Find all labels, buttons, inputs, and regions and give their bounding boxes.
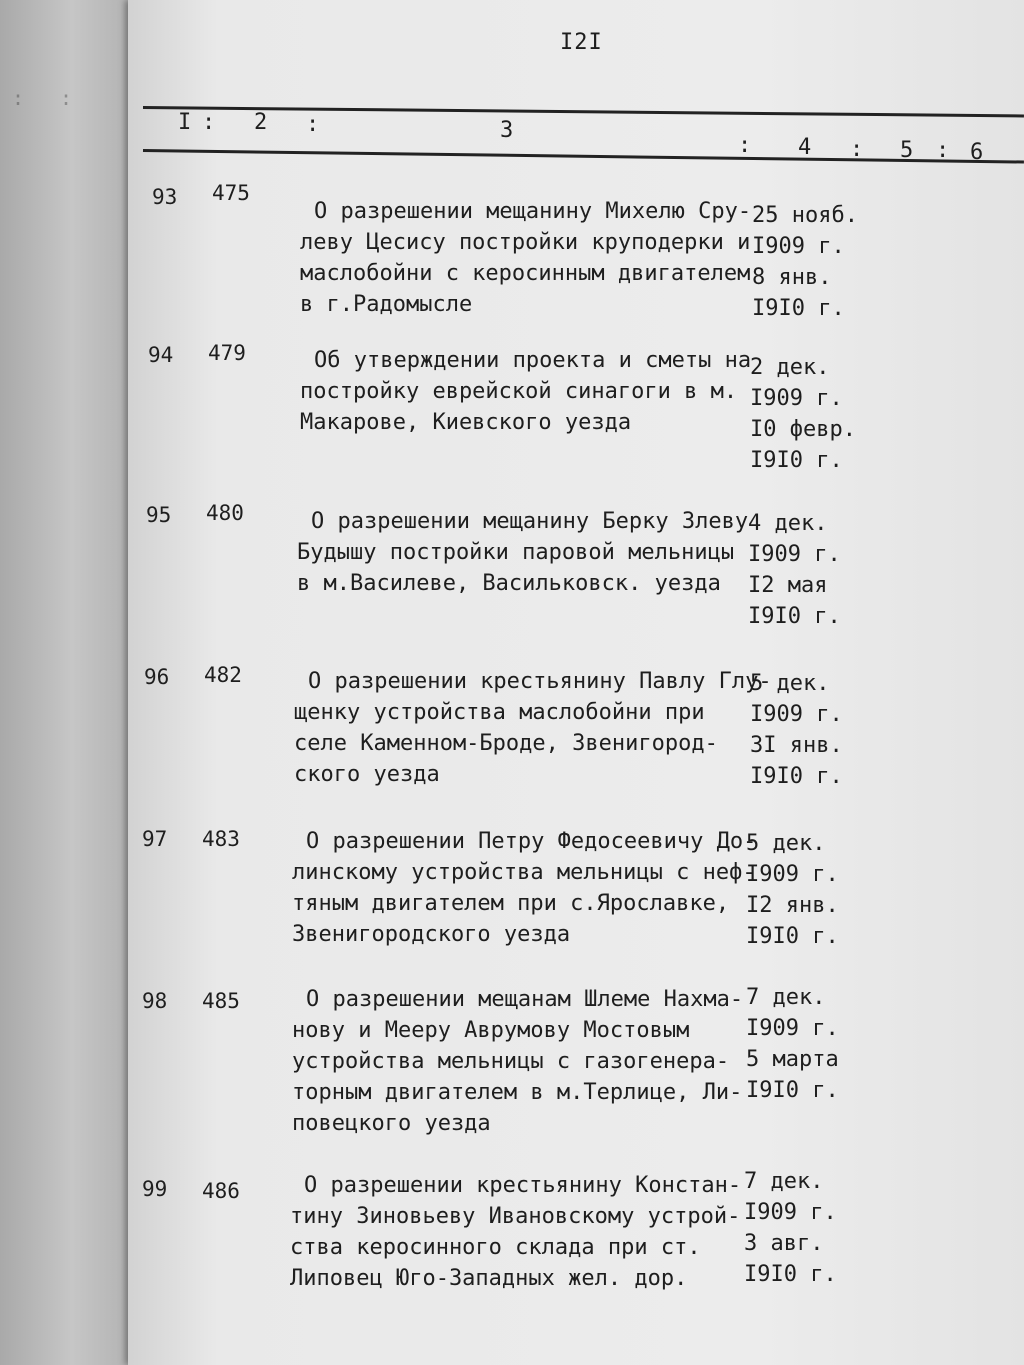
date-end: I2 мая — [748, 573, 828, 598]
entry-description — [297, 506, 747, 599]
description-line: О разрешении мещанину Берку Злеву — [311, 509, 749, 534]
date-end: 3I янв. — [750, 733, 843, 758]
entry-dates — [748, 508, 858, 632]
description-line: в г.Радомысле — [300, 292, 473, 317]
description-line: леву Цесису постройки круподерки и — [300, 230, 751, 255]
date-end-year: I9I0 г. — [744, 1262, 837, 1287]
date-end-year: I9I0 г. — [746, 1078, 839, 1103]
description-line: Будышу постройки паровой мельницы — [297, 540, 735, 565]
description-line: О разрешении мещанам Шлеме Нахма- — [306, 987, 744, 1012]
description-line: Об утверждении проекта и сметы на — [314, 348, 752, 373]
header-separator: : — [202, 110, 216, 135]
entry-description — [292, 984, 742, 1139]
entry-number: 93 — [152, 185, 178, 209]
file-number: 482 — [204, 663, 242, 687]
entry-dates — [746, 982, 856, 1106]
header-col-1: I — [178, 110, 192, 135]
file-number: 483 — [202, 827, 240, 851]
date-start-year: I909 г. — [746, 862, 839, 887]
entry-dates — [746, 828, 856, 952]
previous-page-bleed: : — [12, 86, 25, 110]
description-line: Липовец Юго-Западных жел. дор. — [290, 1266, 688, 1291]
entry-number: 96 — [144, 665, 170, 689]
description-line: повецкого уезда — [292, 1111, 491, 1136]
date-start: 5 дек. — [746, 831, 826, 856]
date-end: 5 марта — [746, 1047, 839, 1072]
entry-description — [300, 196, 750, 320]
date-end-year: I9I0 г. — [752, 296, 845, 321]
date-start-year: I909 г. — [752, 234, 845, 259]
date-start-year: I909 г. — [750, 702, 843, 727]
date-end-year: I9I0 г. — [746, 924, 839, 949]
date-start: 25 нояб. — [752, 203, 858, 228]
date-end-year: I9I0 г. — [750, 764, 843, 789]
description-line: Макарове, Киевского уезда — [300, 410, 632, 435]
entry-number: 98 — [142, 989, 168, 1013]
date-start: 5 дек. — [750, 671, 830, 696]
previous-page-bleed: : — [60, 86, 73, 110]
entry-dates — [750, 352, 860, 476]
entry-description — [292, 826, 757, 950]
date-end-year: I9I0 г. — [748, 604, 841, 629]
entry-description — [294, 666, 772, 790]
description-line: устройства мельницы с газогенера- — [292, 1049, 730, 1074]
description-line: О разрешении крестьянину Констан- — [304, 1173, 742, 1198]
description-line: тяным двигателем при с.Ярославке, — [292, 891, 730, 916]
description-line: О разрешении крестьянину Павлу Глу- — [308, 669, 772, 694]
description-line: Звенигородского уезда — [292, 922, 571, 947]
entry-number: 94 — [148, 343, 174, 367]
entry-description — [290, 1170, 740, 1294]
entry-dates — [750, 668, 860, 792]
date-end: I0 февр. — [750, 417, 856, 442]
header-separator: : — [306, 112, 320, 137]
date-end: I2 янв. — [746, 893, 839, 918]
entry-dates — [752, 200, 862, 324]
date-end-year: I9I0 г. — [750, 448, 843, 473]
header-separator: : — [738, 133, 752, 158]
file-number: 485 — [202, 989, 240, 1013]
entry-number: 95 — [146, 503, 172, 527]
header-col-6: 6 — [970, 140, 984, 165]
description-line: тину Зиновьеву Ивановскому устрой- — [290, 1204, 741, 1229]
page-number: I2I — [560, 30, 603, 55]
date-start-year: I909 г. — [746, 1016, 839, 1041]
file-number: 475 — [212, 181, 250, 205]
date-start-year: I909 г. — [748, 542, 841, 567]
file-number: 479 — [208, 341, 246, 365]
file-number: 480 — [206, 501, 244, 525]
header-separator: : — [936, 138, 950, 163]
entry-number: 99 — [142, 1177, 168, 1201]
date-end: 3 авг. — [744, 1231, 824, 1256]
description-line: О разрешении мещанину Михелю Сру- — [314, 199, 752, 224]
header-col-4: 4 — [798, 135, 812, 160]
date-start: 7 дек. — [744, 1169, 824, 1194]
header-col-2: 2 — [254, 110, 268, 135]
description-line: ского уезда — [294, 762, 440, 787]
previous-page-edge — [0, 0, 130, 1365]
description-line: ства керосинного склада при ст. — [290, 1235, 701, 1260]
description-line: селе Каменном-Броде, Звенигород- — [294, 731, 718, 756]
header-col-3: 3 — [500, 118, 514, 143]
date-start-year: I909 г. — [750, 386, 843, 411]
entry-dates — [744, 1166, 854, 1290]
description-line: постройку еврейской синагоги в м. — [300, 379, 738, 404]
description-line: нову и Мееру Аврумову Мостовым — [292, 1018, 690, 1043]
date-start: 2 дек. — [750, 355, 830, 380]
entry-description — [300, 345, 750, 438]
description-line: щенку устройства маслобойни при — [294, 700, 705, 725]
description-line: маслобойни с керосинным двигателем — [300, 261, 751, 286]
entry-number: 97 — [142, 827, 168, 851]
description-line: О разрешении Петру Федосеевичу До- — [306, 829, 757, 854]
file-number: 486 — [202, 1179, 240, 1203]
date-end: 8 янв. — [752, 265, 832, 290]
date-start-year: I909 г. — [744, 1200, 837, 1225]
date-start: 7 дек. — [746, 985, 826, 1010]
description-line: торным двигателем в м.Терлице, Ли- — [292, 1080, 743, 1105]
header-col-5: 5 — [900, 138, 914, 163]
description-line: линскому устройства мельницы с неф- — [292, 860, 756, 885]
header-separator: : — [850, 137, 864, 162]
date-start: 4 дек. — [748, 511, 828, 536]
description-line: в м.Василеве, Васильковск. уезда — [297, 571, 721, 596]
